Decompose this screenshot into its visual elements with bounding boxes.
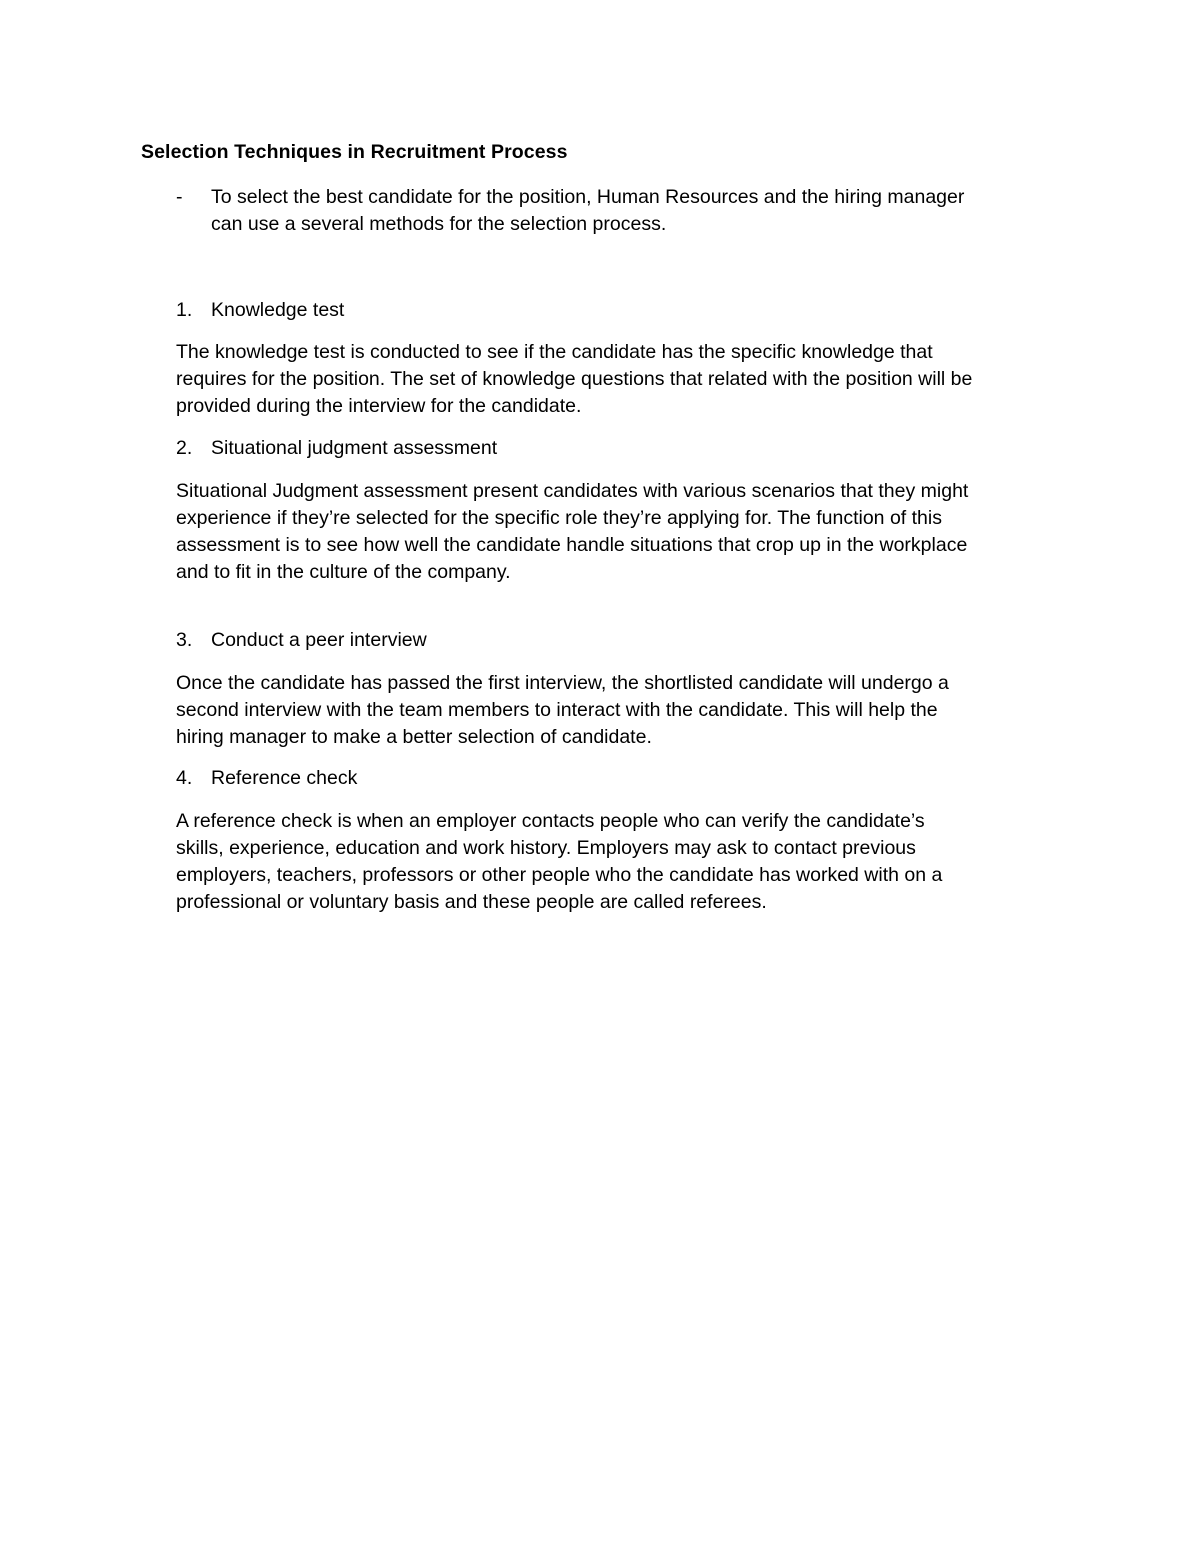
text-line: skills, experience, education and work history. Employers may ask to contact previous bbox=[176, 837, 916, 859]
section-paragraph-reference-check bbox=[176, 808, 1076, 916]
text-line: requires for the position. The set of knowledge questions that related with the position will be bbox=[176, 368, 973, 390]
text-line: hiring manager to make a better selection of candidate. bbox=[176, 726, 652, 748]
section-paragraph-knowledge-test bbox=[176, 339, 1076, 420]
section-heading-label: Situational judgment assessment bbox=[211, 437, 498, 459]
document-title: Selection Techniques in Recruitment Process bbox=[141, 141, 568, 163]
section-heading-label: Reference check bbox=[211, 767, 358, 789]
text-line: The knowledge test is conducted to see if the candidate has the specific knowledge that bbox=[176, 341, 933, 363]
text-line: Once the candidate has passed the first interview, the shortlisted candidate will undergo a bbox=[176, 672, 949, 694]
text-line: provided during the interview for the candidate. bbox=[176, 395, 582, 417]
list-number: 2. bbox=[176, 437, 193, 459]
text-line: professional or voluntary basis and these people are called referees. bbox=[176, 891, 767, 913]
section-paragraph-peer-interview bbox=[176, 670, 1076, 751]
section-heading-label: Conduct a peer interview bbox=[211, 629, 427, 651]
text-line: experience if they’re selected for the specific role they’re applying for. The function of this bbox=[176, 507, 942, 529]
section-heading-label: Knowledge test bbox=[211, 299, 345, 321]
text-line: A reference check is when an employer contacts people who can verify the candidate’s bbox=[176, 810, 925, 832]
text-line: and to fit in the culture of the company. bbox=[176, 561, 511, 583]
list-number: 1. bbox=[176, 299, 193, 321]
text-line: second interview with the team members to interact with the candidate. This will help the bbox=[176, 699, 938, 721]
text-line: To select the best candidate for the position, Human Resources and the hiring manager bbox=[211, 186, 965, 208]
text-line: can use a several methods for the selection process. bbox=[211, 213, 667, 235]
text-line: employers, teachers, professors or other people who the candidate has worked with on a bbox=[176, 864, 943, 886]
list-number: 4. bbox=[176, 767, 193, 789]
text-line: Situational Judgment assessment present candidates with various scenarios that they might bbox=[176, 480, 969, 502]
text-line: assessment is to see how well the candidate handle situations that crop up in the workplace bbox=[176, 534, 968, 556]
list-number: 3. bbox=[176, 629, 193, 651]
section-paragraph-situational-judgment bbox=[176, 478, 1076, 586]
intro-bullet-text bbox=[211, 184, 1071, 238]
bullet-marker: - bbox=[176, 186, 183, 208]
